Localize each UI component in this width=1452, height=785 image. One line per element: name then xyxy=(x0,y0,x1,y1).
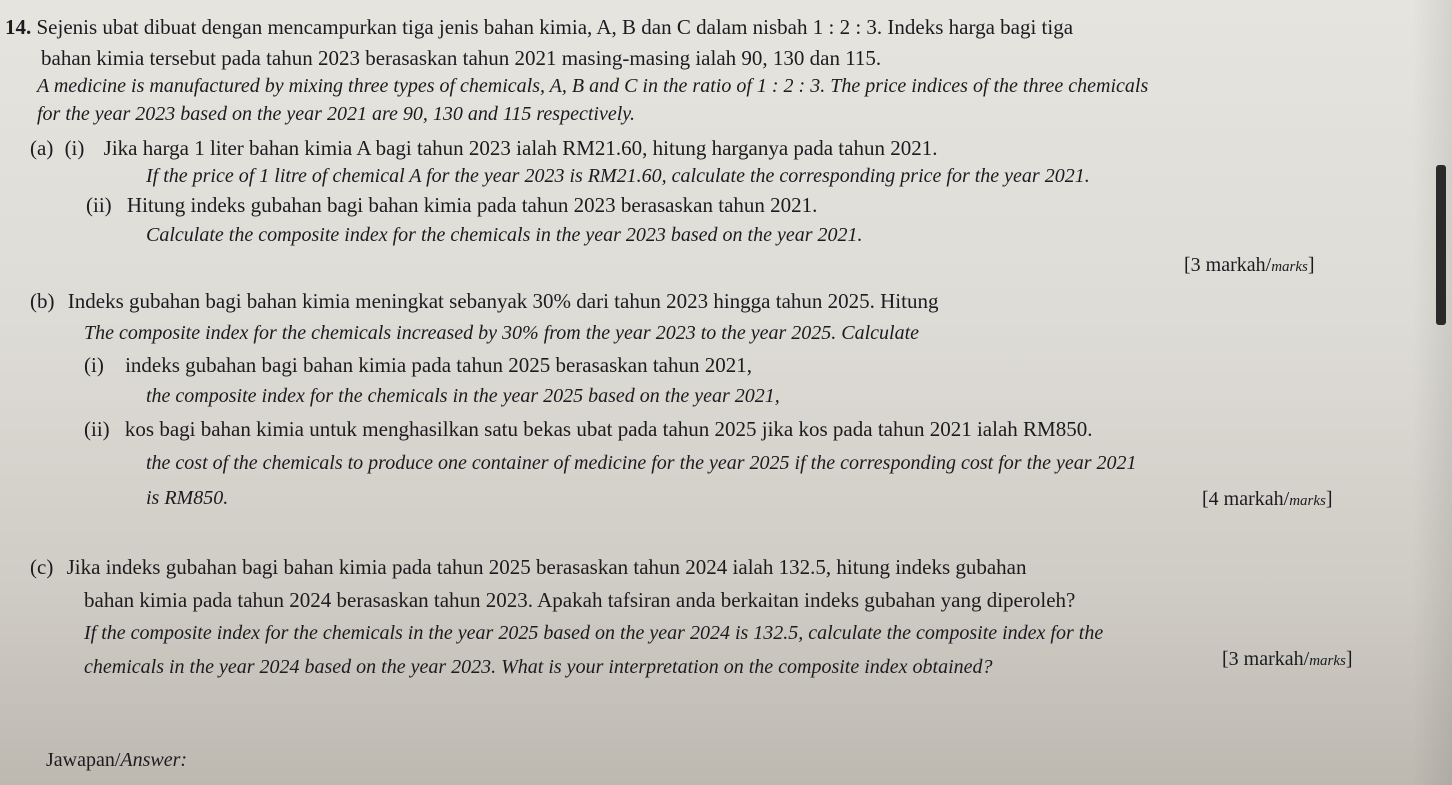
part-a-marks-ms: [3 markah/ xyxy=(1184,254,1272,276)
part-c-en-1: If the composite index for the chemicals in the year 2025 based on the year 2024 is 132.5, calculate the composite index for the xyxy=(84,622,1104,644)
part-b-i-ms-text: indeks gubahan bagi bahan kimia pada tahun 2025 berasaskan tahun 2021, xyxy=(125,353,752,377)
part-b-ii-label: (ii) xyxy=(84,417,110,441)
part-a-ii-ms xyxy=(86,195,817,216)
part-c-marks-en: marks xyxy=(1309,653,1346,669)
page-shadow xyxy=(1412,0,1452,785)
part-b-ii-ms xyxy=(84,419,1092,440)
part-c-ms-2: bahan kimia pada tahun 2024 berasaskan tahun 2023. Apakah tafsiran anda berkaitan indeks gubahan yang diperoleh? xyxy=(84,588,1076,612)
page-edge-mark xyxy=(1436,165,1446,325)
part-a-ii-label: (ii) xyxy=(86,193,112,217)
part-a-marks xyxy=(1184,254,1315,277)
part-c-marks-close: ] xyxy=(1345,648,1353,670)
part-b-marks-en: marks xyxy=(1289,493,1326,509)
part-c-label: (c) xyxy=(30,555,54,579)
question-intro-ms-line-1 xyxy=(5,17,1073,38)
part-a-label: (a) xyxy=(30,136,54,160)
question-intro-en-line-2: for the year 2023 based on the year 2021 are 90, 130 and 115 respectively. xyxy=(37,103,636,125)
part-b-i-ms xyxy=(84,355,752,376)
part-c-en-2: chemicals in the year 2024 based on the year 2023. What is your interpretation on the composite index obtained? xyxy=(84,656,993,678)
intro-ms-1-text: Sejenis ubat dibuat dengan mencampurkan tiga jenis bahan kimia, A, B dan C dalam nisbah 1 : 2 : 3. Indeks harga bagi tiga xyxy=(36,15,1074,39)
part-c-marks xyxy=(1222,648,1353,671)
part-b-ii-en-2: is RM850. xyxy=(146,487,229,509)
answer-label-en: Answer: xyxy=(120,749,188,771)
answer-label xyxy=(46,750,187,770)
part-b-marks xyxy=(1202,488,1333,511)
part-b-label: (b) xyxy=(30,289,55,313)
part-a-marks-en: marks xyxy=(1271,259,1308,275)
question-number: 14. xyxy=(5,15,32,39)
part-c-ms-1-text: Jika indeks gubahan bagi bahan kimia pada tahun 2025 berasaskan tahun 2024 ialah 132.5, hitung indeks gubahan xyxy=(66,555,1027,579)
part-b-ms xyxy=(30,291,938,312)
part-b-ms-text: Indeks gubahan bagi bahan kimia meningkat sebanyak 30% dari tahun 2023 hingga tahun 2025. Hitung xyxy=(67,289,939,313)
part-b-ii-en-1: the cost of the chemicals to produce one container of medicine for the year 2025 if the corresponding cost for the year 2021 xyxy=(146,452,1137,474)
part-a-ii-en: Calculate the composite index for the chemicals in the year 2023 based on the year 2021. xyxy=(146,224,863,246)
part-a-i-en: If the price of 1 litre of chemical A for the year 2023 is RM21.60, calculate the corresponding price for the year 2021. xyxy=(146,165,1090,187)
part-a-ii-ms-text: Hitung indeks gubahan bagi bahan kimia pada tahun 2023 berasaskan tahun 2021. xyxy=(126,193,818,217)
question-intro-en-line-1: A medicine is manufactured by mixing three types of chemicals, A, B and C in the ratio of 1 : 2 : 3. The price indices of the three chemicals xyxy=(37,75,1149,97)
part-b-i-label: (i) xyxy=(84,353,104,377)
part-b-marks-ms: [4 markah/ xyxy=(1202,488,1290,510)
part-a-i-ms xyxy=(30,138,937,159)
part-b-marks-close: ] xyxy=(1325,488,1333,510)
part-b-i-en: the composite index for the chemicals in the year 2025 based on the year 2021, xyxy=(146,385,780,407)
part-b-en: The composite index for the chemicals increased by 30% from the year 2023 to the year 2025. Calculate xyxy=(84,322,919,344)
answer-label-ms: Jawapan/ xyxy=(46,749,121,771)
part-b-ii-ms-text: kos bagi bahan kimia untuk menghasilkan satu bekas ubat pada tahun 2025 jika kos pada tahun 2021 ialah RM850. xyxy=(124,417,1093,441)
part-c-ms-1 xyxy=(30,557,1027,578)
part-c-marks-ms: [3 markah/ xyxy=(1222,648,1310,670)
question-intro-ms-line-2: bahan kimia tersebut pada tahun 2023 berasaskan tahun 2021 masing-masing ialah 90, 130 dan 115. xyxy=(41,46,882,70)
part-a-i-ms-text: Jika harga 1 liter bahan kimia A bagi tahun 2023 ialah RM21.60, hitung harganya pada tahun 2021. xyxy=(103,136,938,160)
part-a-i-label: (i) xyxy=(64,136,85,160)
part-a-marks-close: ] xyxy=(1307,254,1315,276)
